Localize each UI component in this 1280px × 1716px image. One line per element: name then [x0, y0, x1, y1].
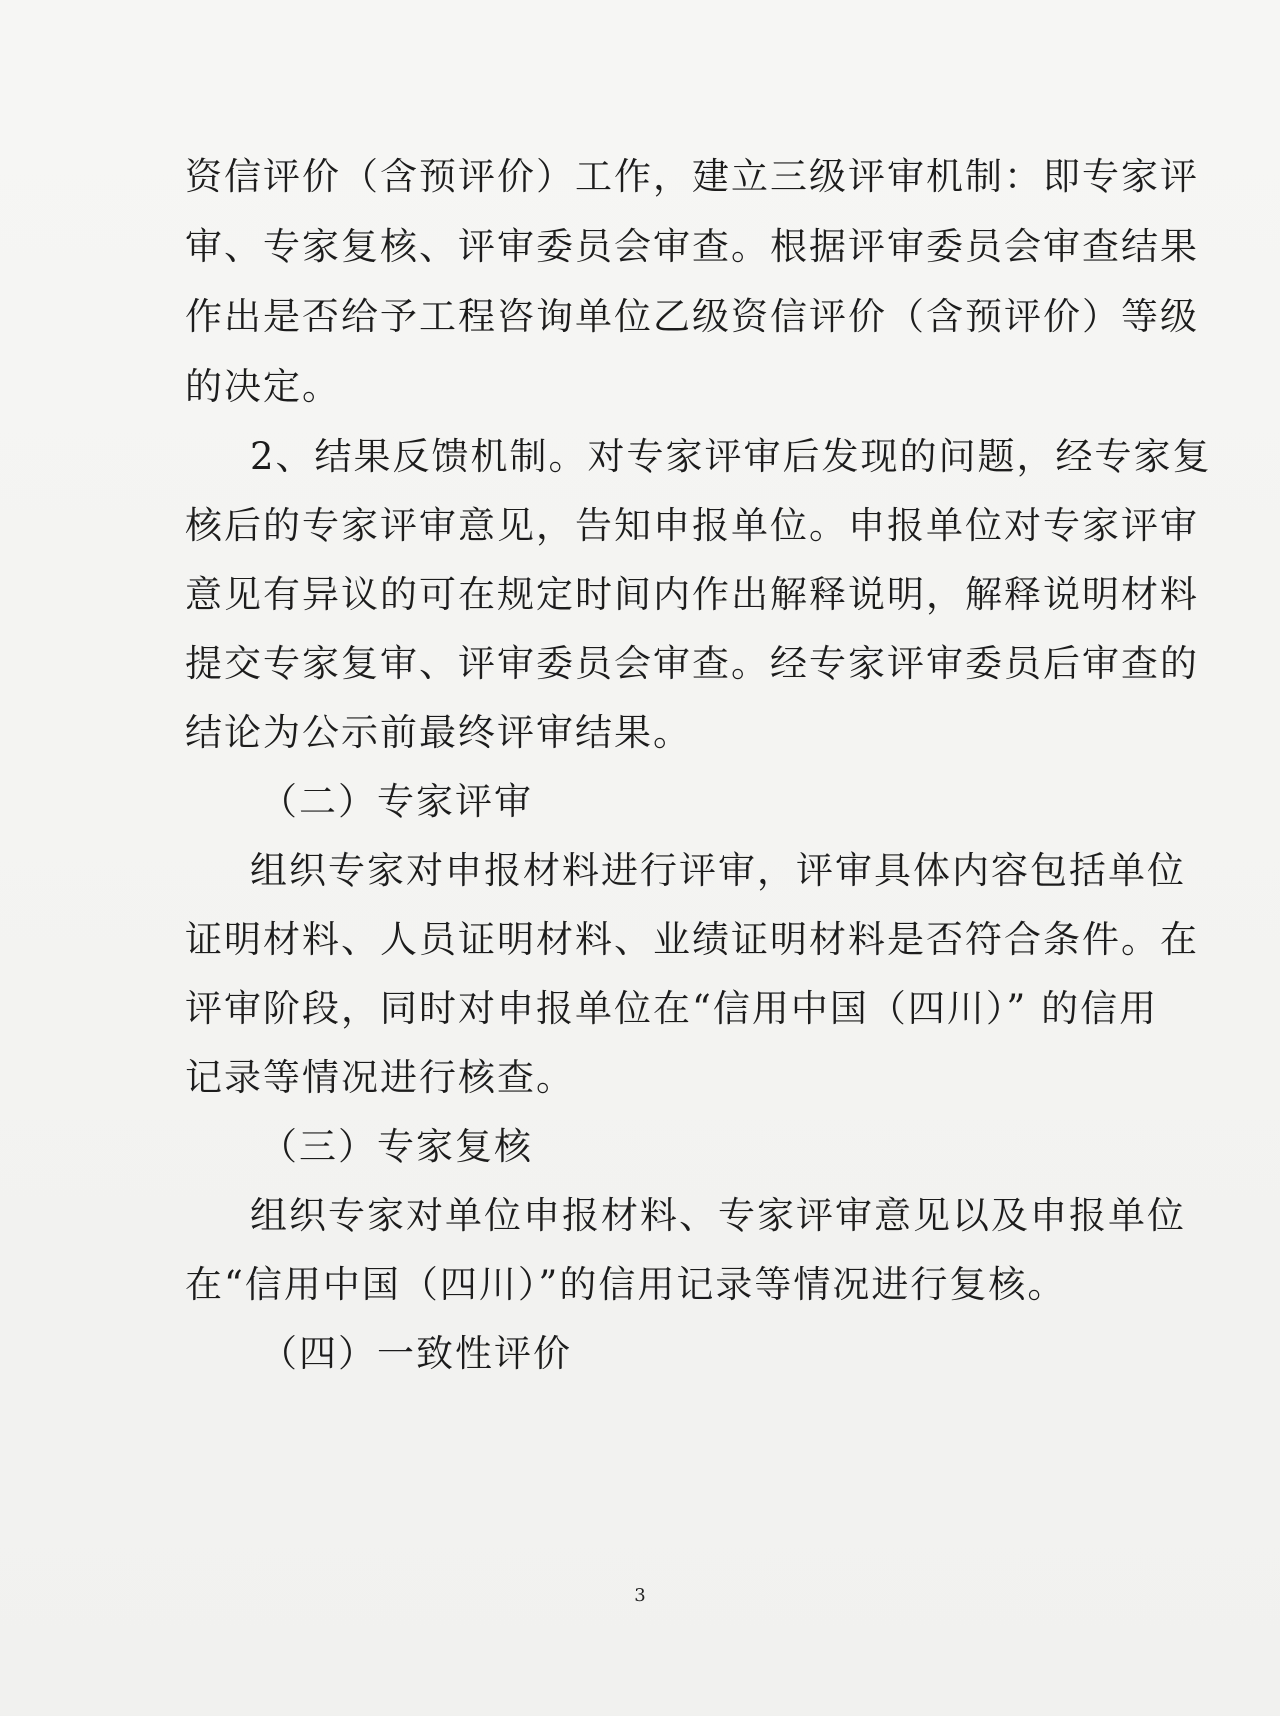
body-line-2: 审、专家复核、评审委员会审查。根据评审委员会审查结果 [185, 225, 1199, 268]
paragraph-2-line-1: 2、结果反馈机制。对专家评审后发现的问题，经专家复 [250, 435, 1212, 478]
page-number: 3 [634, 1585, 646, 1606]
body-line-1: 资信评价（含预评价）工作，建立三级评审机制：即专家评 [185, 155, 1199, 198]
section-heading-expert-recheck: （三）专家复核 [260, 1125, 533, 1168]
paragraph-3-line-3: 评审阶段，同时对申报单位在“信用中国（四川）” 的信用 [185, 987, 1159, 1030]
paragraph-3-line-4: 记录等情况进行核查。 [185, 1056, 575, 1099]
paragraph-4-line-2: 在“信用中国（四川）”的信用记录等情况进行复核。 [185, 1263, 1067, 1306]
paragraph-3-line-2: 证明材料、人员证明材料、业绩证明材料是否符合条件。在 [185, 918, 1199, 961]
paragraph-4-line-1: 组织专家对单位申报材料、专家评审意见以及申报单位 [250, 1194, 1186, 1237]
paragraph-2-line-5: 结论为公示前最终评审结果。 [185, 711, 692, 754]
body-line-3: 作出是否给予工程咨询单位乙级资信评价（含预评价）等级 [185, 295, 1199, 338]
paragraph-3-line-1: 组织专家对申报材料进行评审，评审具体内容包括单位 [250, 849, 1186, 892]
paragraph-2-line-3: 意见有异议的可在规定时间内作出解释说明，解释说明材料 [185, 573, 1199, 616]
section-heading-consistency-evaluation: （四）一致性评价 [260, 1332, 572, 1375]
paragraph-2-line-4: 提交专家复审、评审委员会审查。经专家评审委员后审查的 [185, 642, 1199, 685]
paragraph-2-line-2: 核后的专家评审意见，告知申报单位。申报单位对专家评审 [185, 504, 1199, 547]
section-heading-expert-review: （二）专家评审 [260, 780, 533, 823]
body-line-4: 的决定。 [185, 365, 341, 408]
